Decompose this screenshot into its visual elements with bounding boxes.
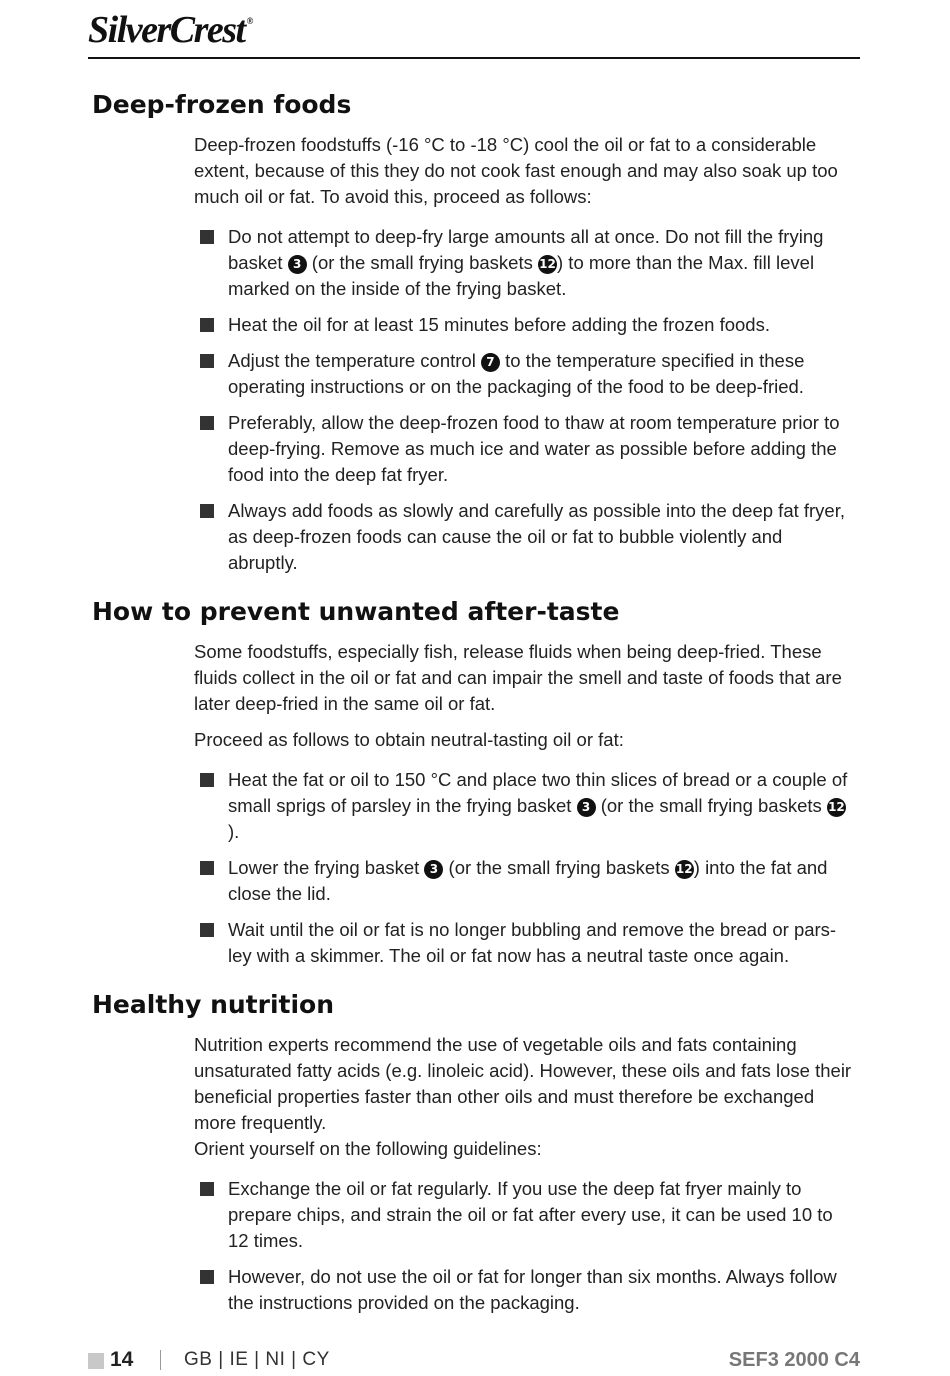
footer-divider [160, 1350, 161, 1370]
bullet-square-icon [200, 1182, 214, 1196]
list-item-text: Always add foods as slowly and carefully as possible into the deep fat fryer, as deep-frozen foods can cause the oil or fat to bubble violently and abruptly. [228, 500, 846, 573]
list-item-text: Heat the oil for at least 15 minutes before adding the frozen foods. [228, 314, 770, 335]
bullet-square-icon [200, 861, 214, 875]
bullet-square-icon [200, 773, 214, 787]
callout-number-icon: 3 [424, 860, 443, 879]
bullet-square-icon [200, 230, 214, 244]
section-intro-2: Proceed as follows to obtain neutral-tasting oil or fat: [194, 729, 624, 750]
list-item-text: Do not attempt to deep-fry large amounts all at once. Do not fill the frying basket 3 (or the small frying baskets 12) to more than the Max. fill level marked on the inside of the frying basket. [228, 226, 824, 299]
bullet-square-icon [200, 416, 214, 430]
bullet-square-icon [200, 318, 214, 332]
callout-number-icon: 12 [538, 255, 557, 274]
page-number: 14 [110, 1348, 134, 1371]
list-item-text: However, do not use the oil or fat for longer than six months. Always follow the instructions provided on the packaging. [228, 1266, 837, 1313]
section-title-healthy-nutrition: Healthy nutrition [92, 990, 335, 1019]
list-item-text: Heat the fat or oil to 150 °C and place two thin slices of bread or a couple of small sprigs of parsley in the frying basket 3 (or the small frying baskets 12). [228, 769, 848, 842]
callout-number-icon: 12 [675, 860, 694, 879]
list-item-text: Exchange the oil or fat regularly. If you use the deep fat fryer mainly to prepare chips, and strain the oil or fat after every use, it can be used 10 to 12 times. [228, 1178, 833, 1251]
list-item-text: Preferably, allow the deep-frozen food to thaw at room temperature prior to deep-frying. Remove as much ice and water as possible before adding the food into the deep fat fryer. [228, 412, 840, 485]
bullet-square-icon [200, 1270, 214, 1284]
registered-mark: ® [246, 16, 252, 26]
bullet-square-icon [200, 923, 214, 937]
bullet-square-icon [200, 504, 214, 518]
footer-square-icon [88, 1353, 104, 1369]
page-header [88, 6, 860, 60]
section-intro-2: Orient yourself on the following guidelines: [194, 1138, 542, 1159]
page-footer [88, 1346, 860, 1376]
section-intro: Nutrition experts recommend the use of vegetable oils and fats containing unsaturated fatty acids (e.g. linoleic acid). However, these oils and fats lose their beneficial properties faster than other oils and must therefore be exchanged more frequently. [194, 1034, 852, 1133]
bullet-square-icon [200, 354, 214, 368]
model-number: SEF3 2000 C4 [728, 1349, 860, 1371]
header-rule [88, 57, 860, 59]
list-item-text: Lower the frying basket 3 (or the small frying baskets 12) into the fat and close the lid. [228, 857, 828, 904]
callout-number-icon: 3 [288, 255, 307, 274]
list-item-text: Adjust the temperature control 7 to the temperature specified in these operating instructions or on the packaging of the food to be deep-fried. [228, 350, 805, 397]
section-intro: Deep-frozen foodstuffs (-16 °C to -18 °C) cool the oil or fat to a considerable extent, because of this they do not cook fast enough and may also soak up too much oil or fat. To avoid this, proceed as follows: [194, 134, 838, 207]
language-codes: GB | IE | NI | CY [184, 1349, 330, 1370]
callout-number-icon: 12 [827, 798, 846, 817]
section-title-after-taste: How to prevent unwanted after-taste [92, 597, 620, 626]
callout-number-icon: 3 [577, 798, 596, 817]
list-item-text: Wait until the oil or fat is no longer bubbling and remove the bread or pars-ley with a skimmer. The oil or fat now has a neutral taste once again. [228, 919, 837, 966]
callout-number-icon: 7 [481, 353, 500, 372]
brand-name: SilverCrest [88, 9, 245, 51]
section-intro: Some foodstuffs, especially fish, release fluids when being deep-fried. These fluids collect in the oil or fat and can impair the smell and taste of foods that are later deep-fried in the same oil or fat. [194, 641, 842, 714]
section-title-deep-frozen: Deep-frozen foods [92, 90, 352, 119]
brand-logo [88, 8, 252, 52]
